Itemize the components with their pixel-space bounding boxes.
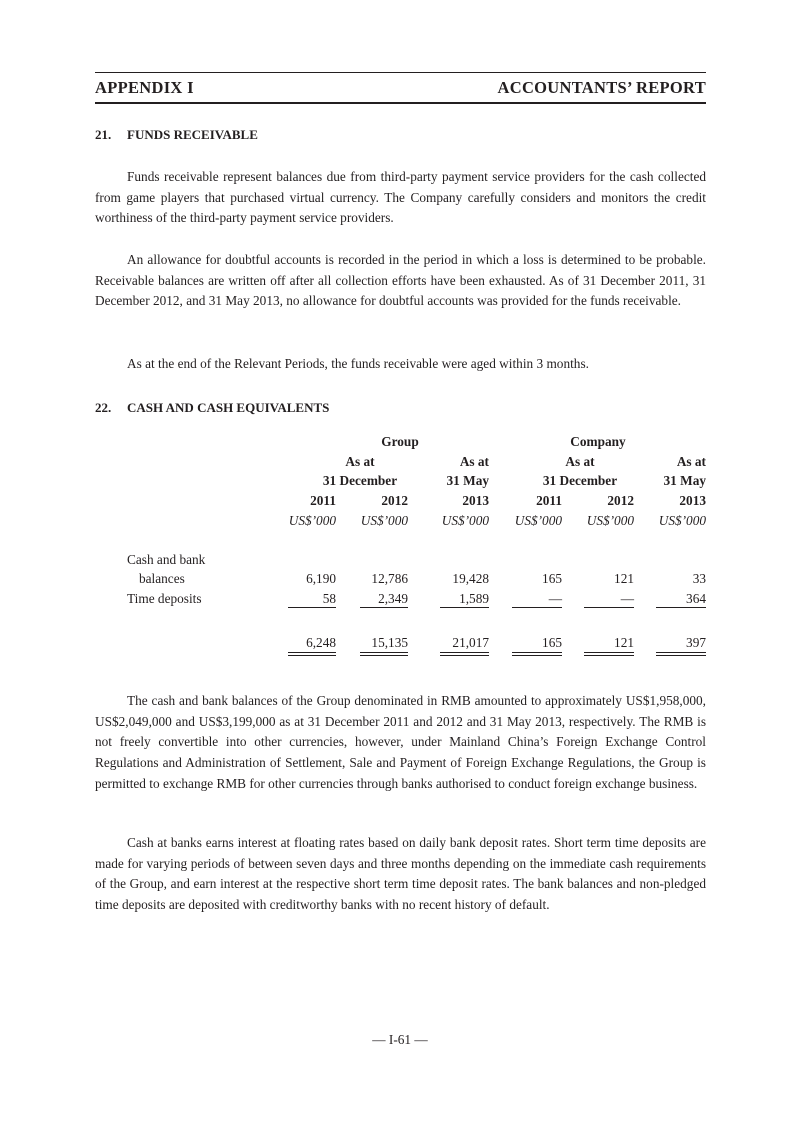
subtotal-rule	[440, 607, 489, 608]
section-21-paragraph-3: As at the end of the Relevant Periods, the funds receivable were aged within 3 months.	[127, 356, 589, 371]
subtotal-rule	[584, 607, 634, 608]
group-december-label: 31 December	[322, 473, 398, 488]
table-cell: 121	[614, 571, 634, 586]
section-21-heading	[95, 127, 258, 143]
section-21-number: 21.	[95, 127, 112, 142]
year-header: 2013	[679, 493, 706, 508]
company-header: Company	[570, 434, 626, 449]
subtotal-rule	[288, 607, 336, 608]
table-cell: 19,428	[452, 571, 489, 586]
year-header: 2012	[381, 493, 408, 508]
year-header: 2011	[310, 493, 336, 508]
total-cell: 121	[614, 635, 634, 650]
total-double-rule	[288, 652, 336, 653]
table-cell: 12,786	[371, 571, 408, 586]
section-22-number: 22.	[95, 400, 112, 415]
total-double-rule	[656, 655, 706, 656]
total-double-rule	[584, 655, 634, 656]
total-double-rule	[440, 652, 489, 653]
table-cell: 2,349	[378, 591, 408, 606]
section-22-title: CASH AND CASH EQUIVALENTS	[127, 400, 330, 415]
total-double-rule	[440, 655, 489, 656]
row-label-time-deposits: Time deposits	[127, 591, 202, 606]
company-as-at-december: As at	[565, 454, 595, 469]
header-top-rule	[95, 72, 706, 73]
table-cell: 1,589	[459, 591, 489, 606]
year-header: 2011	[536, 493, 562, 508]
group-as-at-may: As at	[459, 454, 489, 469]
section-21-title: FUNDS RECEIVABLE	[127, 127, 258, 142]
total-cell: 6,248	[306, 635, 336, 650]
table-cell: 165	[542, 571, 562, 586]
table-cell: 58	[322, 591, 336, 606]
group-may-label: 31 May	[446, 473, 489, 488]
year-header: 2012	[607, 493, 634, 508]
page-number: — I-61 —	[372, 1032, 428, 1047]
subtotal-rule	[360, 607, 408, 608]
subtotal-rule	[512, 607, 562, 608]
unit-label: US$’000	[514, 513, 562, 528]
subtotal-rule	[656, 607, 706, 608]
table-cell: 364	[686, 591, 706, 606]
section-22-heading	[95, 400, 329, 416]
company-as-at-may: As at	[676, 454, 706, 469]
unit-label: US$’000	[441, 513, 489, 528]
unit-label: US$’000	[658, 513, 706, 528]
section-21-paragraph-2: An allowance for doubtful accounts is recorded in the period in which a loss is determined to be probable. Receivable balances are written off after all collection efforts have been exhausted. As of 31 December 2011, 31 December 2012, and 31 May 2013, no allowance for doubtful accounts was provided for the funds receivable.	[95, 252, 706, 309]
header-bottom-rule	[95, 102, 706, 104]
row-label-cash-and-bank: Cash and bank	[127, 552, 206, 567]
total-double-rule	[288, 655, 336, 656]
total-cell: 21,017	[452, 635, 489, 650]
unit-label: US$’000	[586, 513, 634, 528]
total-cell: 397	[686, 635, 706, 650]
unit-label: US$’000	[360, 513, 408, 528]
group-as-at-december: As at	[345, 454, 375, 469]
table-cell: —	[548, 591, 562, 606]
total-double-rule	[584, 652, 634, 653]
section-22-paragraph-2: Cash at banks earns interest at floating rates based on daily bank deposit rates. Short term time deposits are made for varying periods of between seven days and three months depending on the immediate cash requirements of the Group, and earn interest at the respective short term time deposit rates. The bank balances and non-pledged time deposits are deposited with creditworthy banks with no recent history of default.	[95, 835, 706, 913]
unit-label: US$’000	[288, 513, 336, 528]
total-double-rule	[512, 652, 562, 653]
total-double-rule	[512, 655, 562, 656]
section-22-paragraph-1: The cash and bank balances of the Group denominated in RMB amounted to approximately US$1,958,000, US$2,049,000 and US$3,199,000 as at 31 December 2011 and 2012 and 31 May 2013, respectively. The RMB is not freely convertible into other currencies, however, under Mainland China’s Foreign Exchange Control Regulations and Administration of Settlement, Sale and Payment of Foreign Exchange Regulations, the Group is permitted to exchange RMB for other currencies through banks authorised to conduct foreign exchange business.	[95, 693, 706, 791]
total-cell: 165	[542, 635, 562, 650]
year-header: 2013	[462, 493, 489, 508]
total-double-rule	[656, 652, 706, 653]
appendix-title: APPENDIX I	[95, 78, 194, 97]
company-december-label: 31 December	[542, 473, 618, 488]
row-label-balances: balances	[139, 571, 185, 586]
company-may-label: 31 May	[663, 473, 706, 488]
section-21-paragraph-1: Funds receivable represent balances due from third-party payment service providers for the cash collected from game players that purchased virtual currency. The Company carefully considers and monitors the credit worthiness of the third-party payment service providers.	[95, 169, 706, 226]
table-cell: —	[620, 591, 634, 606]
table-cell: 6,190	[306, 571, 336, 586]
report-title: ACCOUNTANTS’ REPORT	[497, 78, 706, 97]
total-cell: 15,135	[371, 635, 408, 650]
table-cell: 33	[692, 571, 706, 586]
group-header: Group	[381, 434, 419, 449]
total-double-rule	[360, 655, 408, 656]
total-double-rule	[360, 652, 408, 653]
